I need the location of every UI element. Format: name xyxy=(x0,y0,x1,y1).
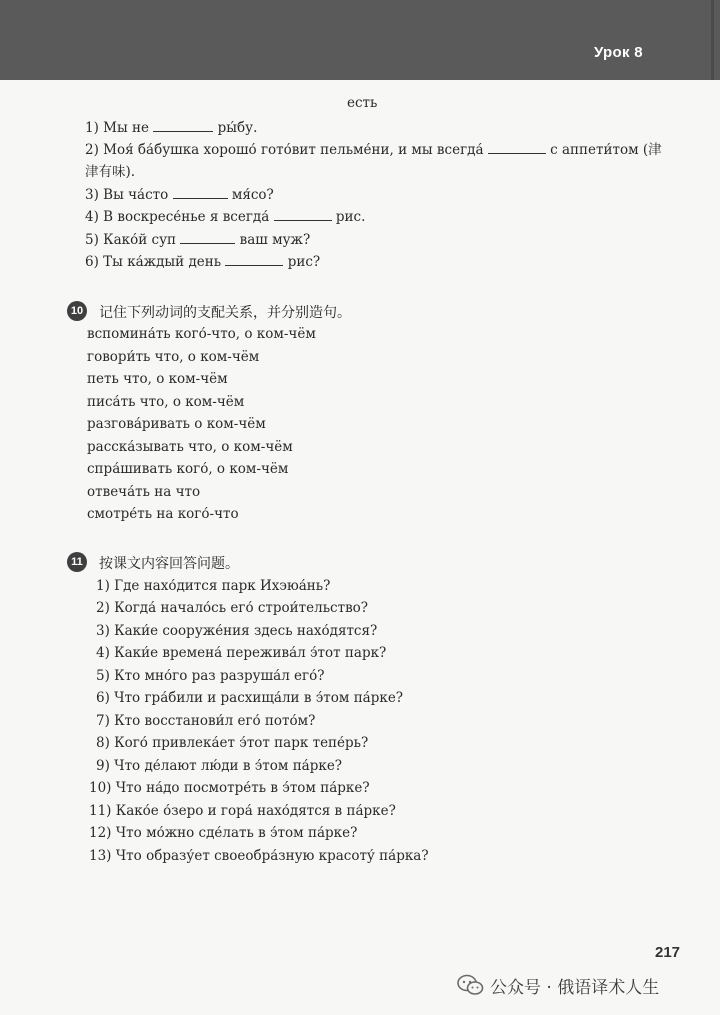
exercise11-badge: 11 xyxy=(67,552,87,572)
header-edge xyxy=(711,0,714,80)
verb-item: отвеча́ть на что xyxy=(87,484,201,500)
exercise11-title: 按课文内容回答问题。 xyxy=(99,556,239,572)
exercise10-badge: 10 xyxy=(67,301,87,321)
question-item: 9) Что де́лают лю́ди в э́том па́рке? xyxy=(96,758,343,774)
page-number: 217 xyxy=(655,944,681,961)
exercise9-item: 3) Вы ча́сто мя́со? xyxy=(85,187,274,203)
question-item: 11) Како́е о́зеро и гора́ нахо́дятся в па́рке? xyxy=(89,803,396,819)
question-item: 12) Что мо́жно сде́лать в э́том па́рке? xyxy=(89,825,358,841)
question-item: 5) Кто мно́го раз разруша́л его́? xyxy=(96,668,325,684)
question-item: 13) Что образу́ет своеобра́зную красоту́ па́рка? xyxy=(89,848,429,864)
verb-item: вспомина́ть кого́-что, о ком-чём xyxy=(87,326,316,342)
watermark-text: 公众号 · 俄语译术人生 xyxy=(490,977,660,998)
verb-item: расска́зывать что, о ком-чём xyxy=(87,439,293,455)
question-item: 8) Кого́ привлека́ет э́тот парк тепе́рь? xyxy=(96,735,369,751)
wechat-icon xyxy=(456,974,484,996)
watermark xyxy=(456,973,659,997)
question-item: 6) Что гра́били и расхища́ли в э́том па́рке? xyxy=(96,690,404,706)
verb-item: петь что, о ком-чём xyxy=(87,371,228,387)
question-item: 4) Каки́е времена́ пережива́л э́тот парк? xyxy=(96,645,387,661)
exercise9-item: 5) Како́й суп ваш муж? xyxy=(85,232,311,248)
verb-item: разгова́ривать о ком-чём xyxy=(87,416,266,432)
exercise9-continuation: 津有味). xyxy=(85,164,136,180)
verb-item: говори́ть что, о ком-чём xyxy=(87,349,260,365)
header-band xyxy=(0,0,720,80)
verb-item: писа́ть что, о ком-чём xyxy=(87,394,245,410)
exercise9-item: 4) В воскресе́нье я всегда́ рис. xyxy=(85,209,366,225)
question-item: 7) Кто восстанови́л его́ пото́м? xyxy=(96,713,316,729)
verb-item: спра́шивать кого́, о ком-чём xyxy=(87,461,289,477)
exercise9-item: 2) Моя́ ба́бушка хорошо́ гото́вит пельме́ни, и мы всегда́ с аппети́том (津 xyxy=(85,142,662,158)
exercise10-title: 记住下列动词的支配关系，并分别造句。 xyxy=(99,305,351,321)
question-item: 10) Что на́до посмотре́ть в э́том па́рке? xyxy=(89,780,370,796)
exercise9-verb: есть xyxy=(347,95,378,111)
verb-item: смотре́ть на кого́-что xyxy=(87,506,239,522)
question-item: 3) Каки́е сооруже́ния здесь нахо́дятся? xyxy=(96,623,378,639)
exercise9-item: 6) Ты ка́ждый день рис? xyxy=(85,254,321,270)
exercise9-item: 1) Мы не ры́бу. xyxy=(85,120,258,136)
question-item: 2) Когда́ начало́сь его́ строи́тельство? xyxy=(96,600,369,616)
lesson-label: Урок 8 xyxy=(594,44,643,61)
question-item: 1) Где нахо́дится парк Ихэюа́нь? xyxy=(96,578,331,594)
